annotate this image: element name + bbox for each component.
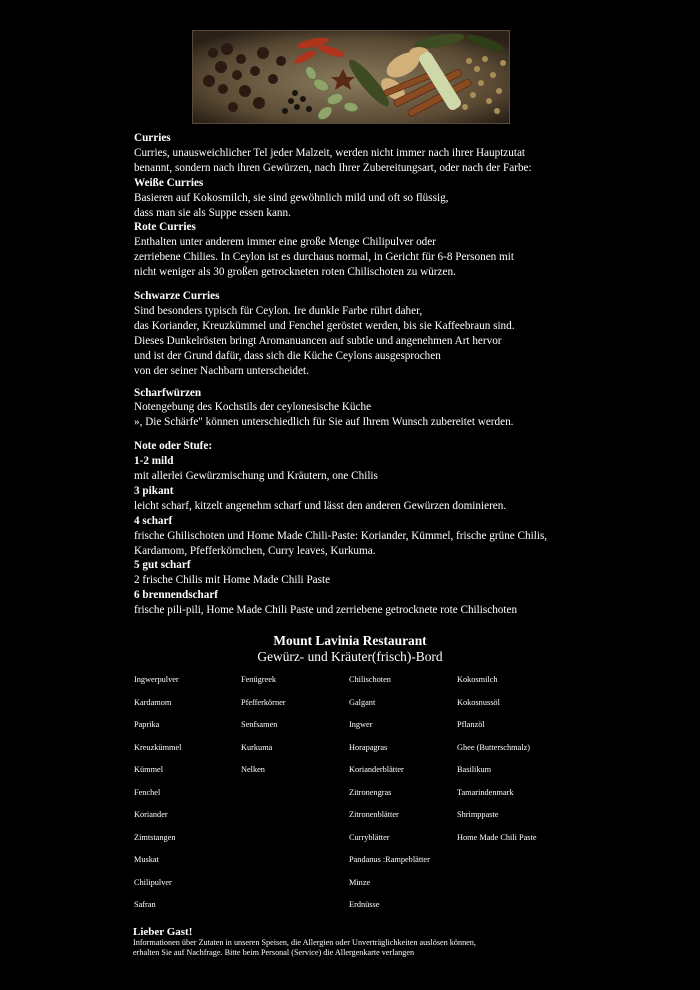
spice-item: Ghee (Butterschmalz)	[457, 742, 531, 752]
spice-column-1	[134, 674, 244, 922]
spice-item: Basilikum	[457, 765, 492, 774]
spice-column-4	[457, 674, 567, 854]
spice-item: Ingwerpulver	[134, 675, 179, 684]
level-title: 3 pikant	[134, 484, 174, 497]
section-title: Rote Curries	[134, 221, 196, 234]
restaurant-name: Mount Lavinia Restaurant	[273, 633, 427, 648]
spice-item: Kokosmilch	[457, 675, 498, 684]
spice-item: Pflanzöl	[457, 720, 485, 729]
text-line: frische Ghilischoten und Home Made Chili-Paste: Koriander, Kümmel, frische grüne Chilis,	[134, 529, 548, 542]
restaurant-subtitle: Gewürz- und Kräuter(frisch)-Bord	[257, 649, 443, 664]
spice-item: Safran	[134, 900, 156, 909]
level-title: 1-2 mild	[134, 455, 174, 468]
spice-item: Ingwer	[349, 720, 373, 729]
text-line: Curries, unausweichlicher Tel jeder Malzeit, werden nicht immer nach ihrer Hauptzutat	[134, 146, 526, 159]
level-title: 6 brennendscharf	[134, 589, 219, 602]
section-title: Curries	[134, 132, 171, 144]
text-line: Enthalten unter anderem immer eine große Menge Chilipulver oder	[134, 236, 436, 249]
spice-item: Korianderblätter	[349, 765, 404, 774]
spice-item: Pandanus :Rampeblätter	[349, 855, 430, 864]
spice-column-3	[349, 674, 459, 922]
spice-item: Kümmel	[134, 765, 164, 774]
text-line: benannt, sondern nach ihren Gewürzen, nach Ihrer Zubereitungsart, oder nach der Farbe:	[134, 161, 532, 174]
text-line: frische pili-pili, Home Made Chili Paste und zerriebene getrocknete rote Chilischoten	[134, 604, 518, 617]
text-line: Basieren auf Kokosmilch, sie sind gewöhnlich mild und oft so flüssig,	[134, 191, 449, 204]
notice-line: Informationen über Zutaten in unseren Speisen, die Allergien oder Unverträglichkeiten auslösen können,	[133, 938, 476, 947]
curry-description	[134, 131, 594, 618]
spice-item: Nelken	[241, 765, 265, 774]
spice-item: Chilipulver	[134, 877, 172, 887]
spice-item: Zitronenblätter	[349, 810, 399, 819]
text-line: das Koriander, Kreuzkümmel und Fenchel geröstet werden, bis sie Kaffeebraun sind.	[134, 319, 515, 332]
level-title: 5 gut scharf	[134, 559, 191, 572]
section-title: Weiße Curries	[134, 176, 204, 189]
text-line: und ist der Grund dafür, dass sich die Küche Ceylons ausgesprochen	[134, 349, 441, 362]
notice-line: erhalten Sie auf Nachfrage. Bitte beim Personal (Service) die Allergenkarte verlangen	[133, 948, 415, 957]
spice-item: Shrimppaste	[457, 810, 499, 819]
text-line: zerriebene Chilies. In Ceylon ist es durchaus normal, in Gericht für 6-8 Personen mit	[134, 251, 514, 264]
spice-item: Kreuzkümmel	[134, 742, 182, 752]
text-line: Sind besonders typisch für Ceylon. Ire dunkle Farbe rührt daher,	[134, 304, 423, 317]
spice-photo	[192, 30, 510, 124]
spice-item: Pfefferkörner	[241, 697, 286, 707]
spice-item: Fenügreek	[241, 675, 277, 684]
spice-item: Home Made Chili Paste	[457, 832, 537, 842]
section-title: Scharfwürzen	[134, 386, 202, 399]
text-line: Notengebung des Kochstils der ceylonesische Küche	[134, 401, 372, 414]
text-line: », Die Schärfe" können unterschiedlich für Sie auf Ihrem Wunsch zubereitet werden.	[134, 416, 514, 429]
spice-item: Kokosnussöl	[457, 697, 500, 707]
text-line: dass man sie als Suppe essen kann.	[134, 206, 291, 219]
text-line: leicht scharf, kitzelt angenehm scharf und lässt den anderen Gewürzen dominieren.	[134, 499, 507, 512]
spice-item: Zimtstangen	[134, 832, 176, 842]
spice-item: Muskat	[134, 855, 159, 864]
section-title: Note oder Stufe:	[134, 440, 213, 453]
restaurant-header	[0, 633, 700, 665]
spice-item: Galgant	[349, 697, 376, 707]
spice-item: Curryblätter	[349, 832, 390, 842]
text-line: 2 frische Chilis mit Home Made Chili Paste	[134, 574, 331, 587]
spice-item: Paprika	[134, 720, 160, 729]
spice-item: Kurkuma	[241, 742, 273, 752]
spice-item: Kardamom	[134, 697, 172, 707]
spice-item: Zitronengras	[349, 787, 392, 797]
spice-item: Horapagras	[349, 742, 388, 752]
text-line: mit allerlei Gewürzmischung und Kräutern, one Chilis	[134, 470, 378, 483]
spice-item: Erdnüsse	[349, 900, 380, 909]
spice-item: Senfsamen	[241, 720, 278, 729]
section-title: Schwarze Curries	[134, 290, 220, 303]
level-title: 4 scharf	[134, 514, 173, 527]
text-line: von der seiner Nachbarn unterscheidet.	[134, 364, 309, 377]
spice-item: Chilischoten	[349, 675, 391, 684]
spice-item: Fenchel	[134, 787, 161, 797]
notice-title: Lieber Gast!	[133, 926, 193, 938]
spice-item: Tamarindenmark	[457, 787, 514, 797]
allergen-notice	[133, 926, 603, 958]
text-line: Dieses Dunkelrösten bringt Aromanuancen auf subtle und angenehmen Art hervor	[134, 334, 502, 347]
spice-item: Minze	[349, 877, 371, 887]
spice-item: Koriander	[134, 810, 168, 819]
text-line: Kardamom, Pfefferkörnchen, Curry leaves, Kurkuma.	[134, 544, 376, 557]
spice-column-2	[241, 674, 351, 787]
text-line: nicht weniger als 30 großen getrockneten roten Chilischoten zu würzen.	[134, 266, 456, 279]
